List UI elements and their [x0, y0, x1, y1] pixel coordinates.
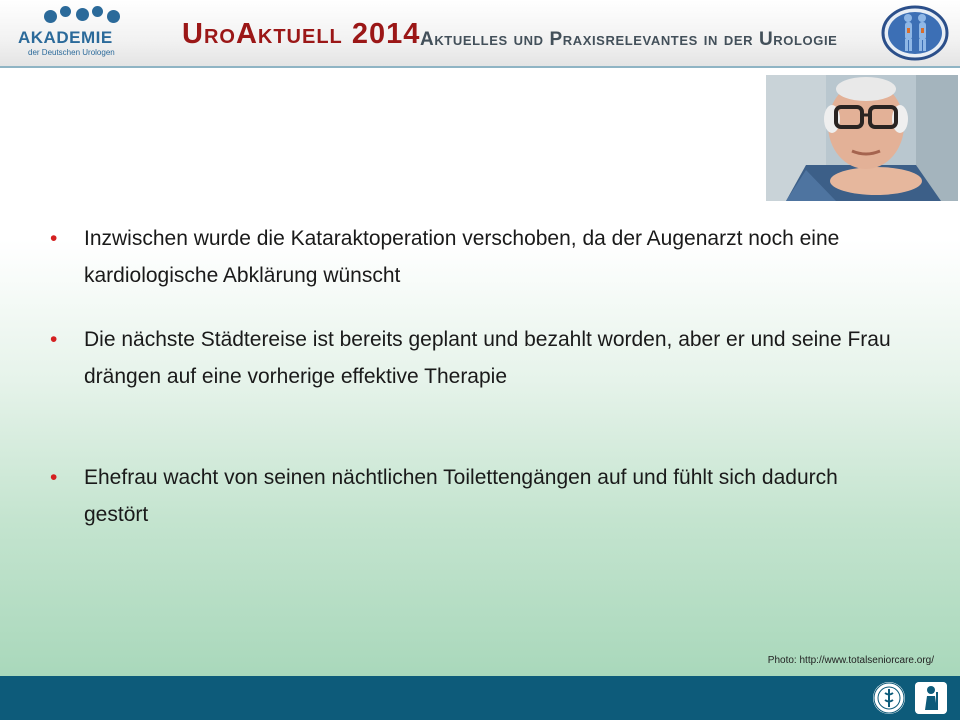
bullet-text: Ehefrau wacht von seinen nächtlichen Toilettengängen auf und fühlt sich dadurch gestört — [84, 466, 838, 526]
logo-subtext: der Deutschen Urologen — [28, 48, 115, 57]
logo-word: AKADEMIE — [18, 28, 113, 47]
header-bar — [0, 0, 960, 68]
bullet-text: Die nächste Städtereise ist bereits geplant und bezahlt worden, aber er und seine Frau drängen auf eine vorherige effektive Therapie — [84, 328, 891, 388]
body-anatomy-emblem — [880, 4, 950, 62]
elderly-man-photo — [766, 75, 958, 201]
header-title: UroAktuell 2014 — [182, 18, 421, 50]
doctor-figure-icon — [915, 682, 947, 714]
bullet-dot: • — [50, 328, 58, 351]
photo-credit: Photo: http://www.totalseniorcare.org/ — [767, 655, 934, 666]
bullet-dot: • — [50, 227, 58, 250]
akademie-logo — [14, 6, 134, 60]
bullet-dot: • — [50, 466, 58, 489]
footer-bar — [0, 676, 960, 720]
society-seal-icon — [873, 682, 905, 714]
header-subtitle: Aktuelles und Praxisrelevantes in der Urologie — [420, 29, 838, 50]
bullet-text: Inzwischen wurde die Kataraktoperation verschoben, da der Augenarzt noch eine kardiologische Abklärung wünscht — [84, 227, 840, 287]
